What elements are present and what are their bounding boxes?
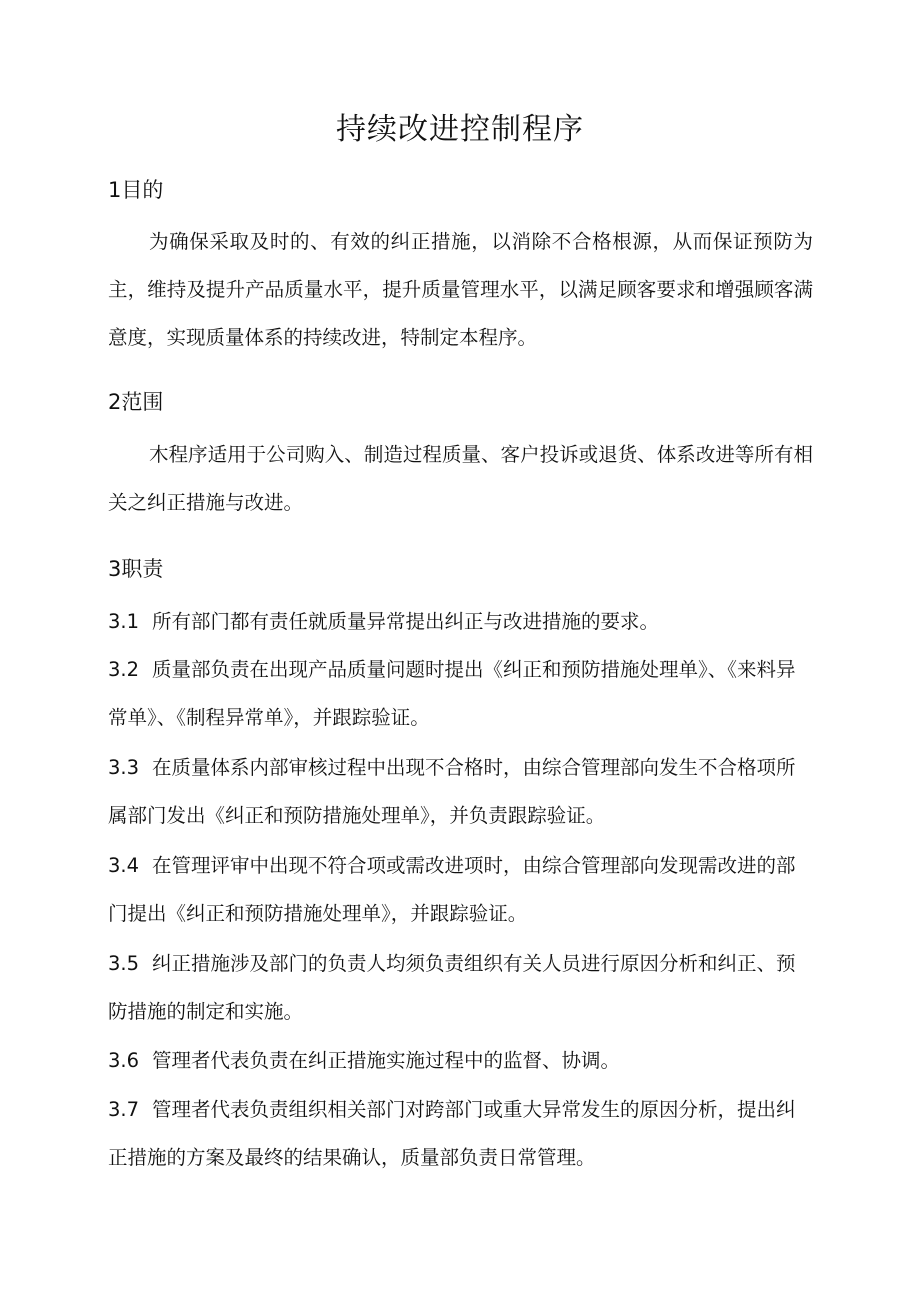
item-number: 3.3: [108, 756, 140, 779]
section-heading-purpose: 1目的: [108, 178, 164, 202]
section-paragraph-purpose: 为确保采取及时的、有效的纠正措施，以消除不合格根源，从而保证预防为主，维持及提升产品质量水平，提升质量管理水平，以满足顾客要求和增强顾客满意度，实现质量体系的持续改进，特制定本程序。: [108, 230, 813, 349]
document-title: 持续改进控制程序: [336, 112, 584, 147]
item-number: 3.2: [108, 658, 140, 681]
list-item: [108, 646, 813, 742]
list-item: [108, 1037, 813, 1085]
list-item: [108, 1086, 813, 1182]
section-heading-responsibilities: 3职责: [108, 557, 164, 581]
item-number: 3.4: [108, 854, 140, 877]
section-paragraph-scope: 木程序适用于公司购入、制造过程质量、客户投诉或退货、体系改进等所有相关之纠正措施与改进。: [108, 443, 813, 514]
section-heading-scope: 2范围: [108, 390, 164, 414]
item-text: 在质量体系内部审核过程中出现不合格时，由综合管理部向发生不合格项所属部门发出《纠正和预防措施处理单》，并负责跟踪验证。: [108, 756, 796, 827]
item-text: 纠正措施涉及部门的负责人均须负责组织有关人员进行原因分析和纠正、预防措施的制定和实施。: [108, 952, 796, 1023]
item-number: 3.6: [108, 1049, 140, 1072]
list-item: [108, 842, 813, 938]
item-text: 在管理评审中出现不符合项或需改进项时，由综合管理部向发现需改进的部门提出《纠正和预防措施处理单》，并跟踪验证。: [108, 854, 796, 925]
item-number: 3.7: [108, 1098, 140, 1121]
item-number: 3.1: [108, 610, 140, 633]
item-text: 质量部负责在出现产品质量问题时提出《纠正和预防措施处理单》、《来料异常单》、《制程异常单》，并跟踪验证。: [108, 658, 796, 729]
item-text: 所有部门都有责任就质量异常提出纠正与改进措施的要求。: [152, 610, 660, 633]
item-text: 管理者代表负责在纠正措施实施过程中的监督、协调。: [152, 1049, 621, 1072]
item-text: 管理者代表负责组织相关部门对跨部门或重大异常发生的原因分析，提出纠正措施的方案及最终的结果确认，质量部负责日常管理。: [108, 1098, 796, 1169]
item-number: 3.5: [108, 952, 140, 975]
list-item: [108, 598, 813, 646]
list-item: [108, 940, 813, 1036]
list-item: [108, 744, 813, 840]
